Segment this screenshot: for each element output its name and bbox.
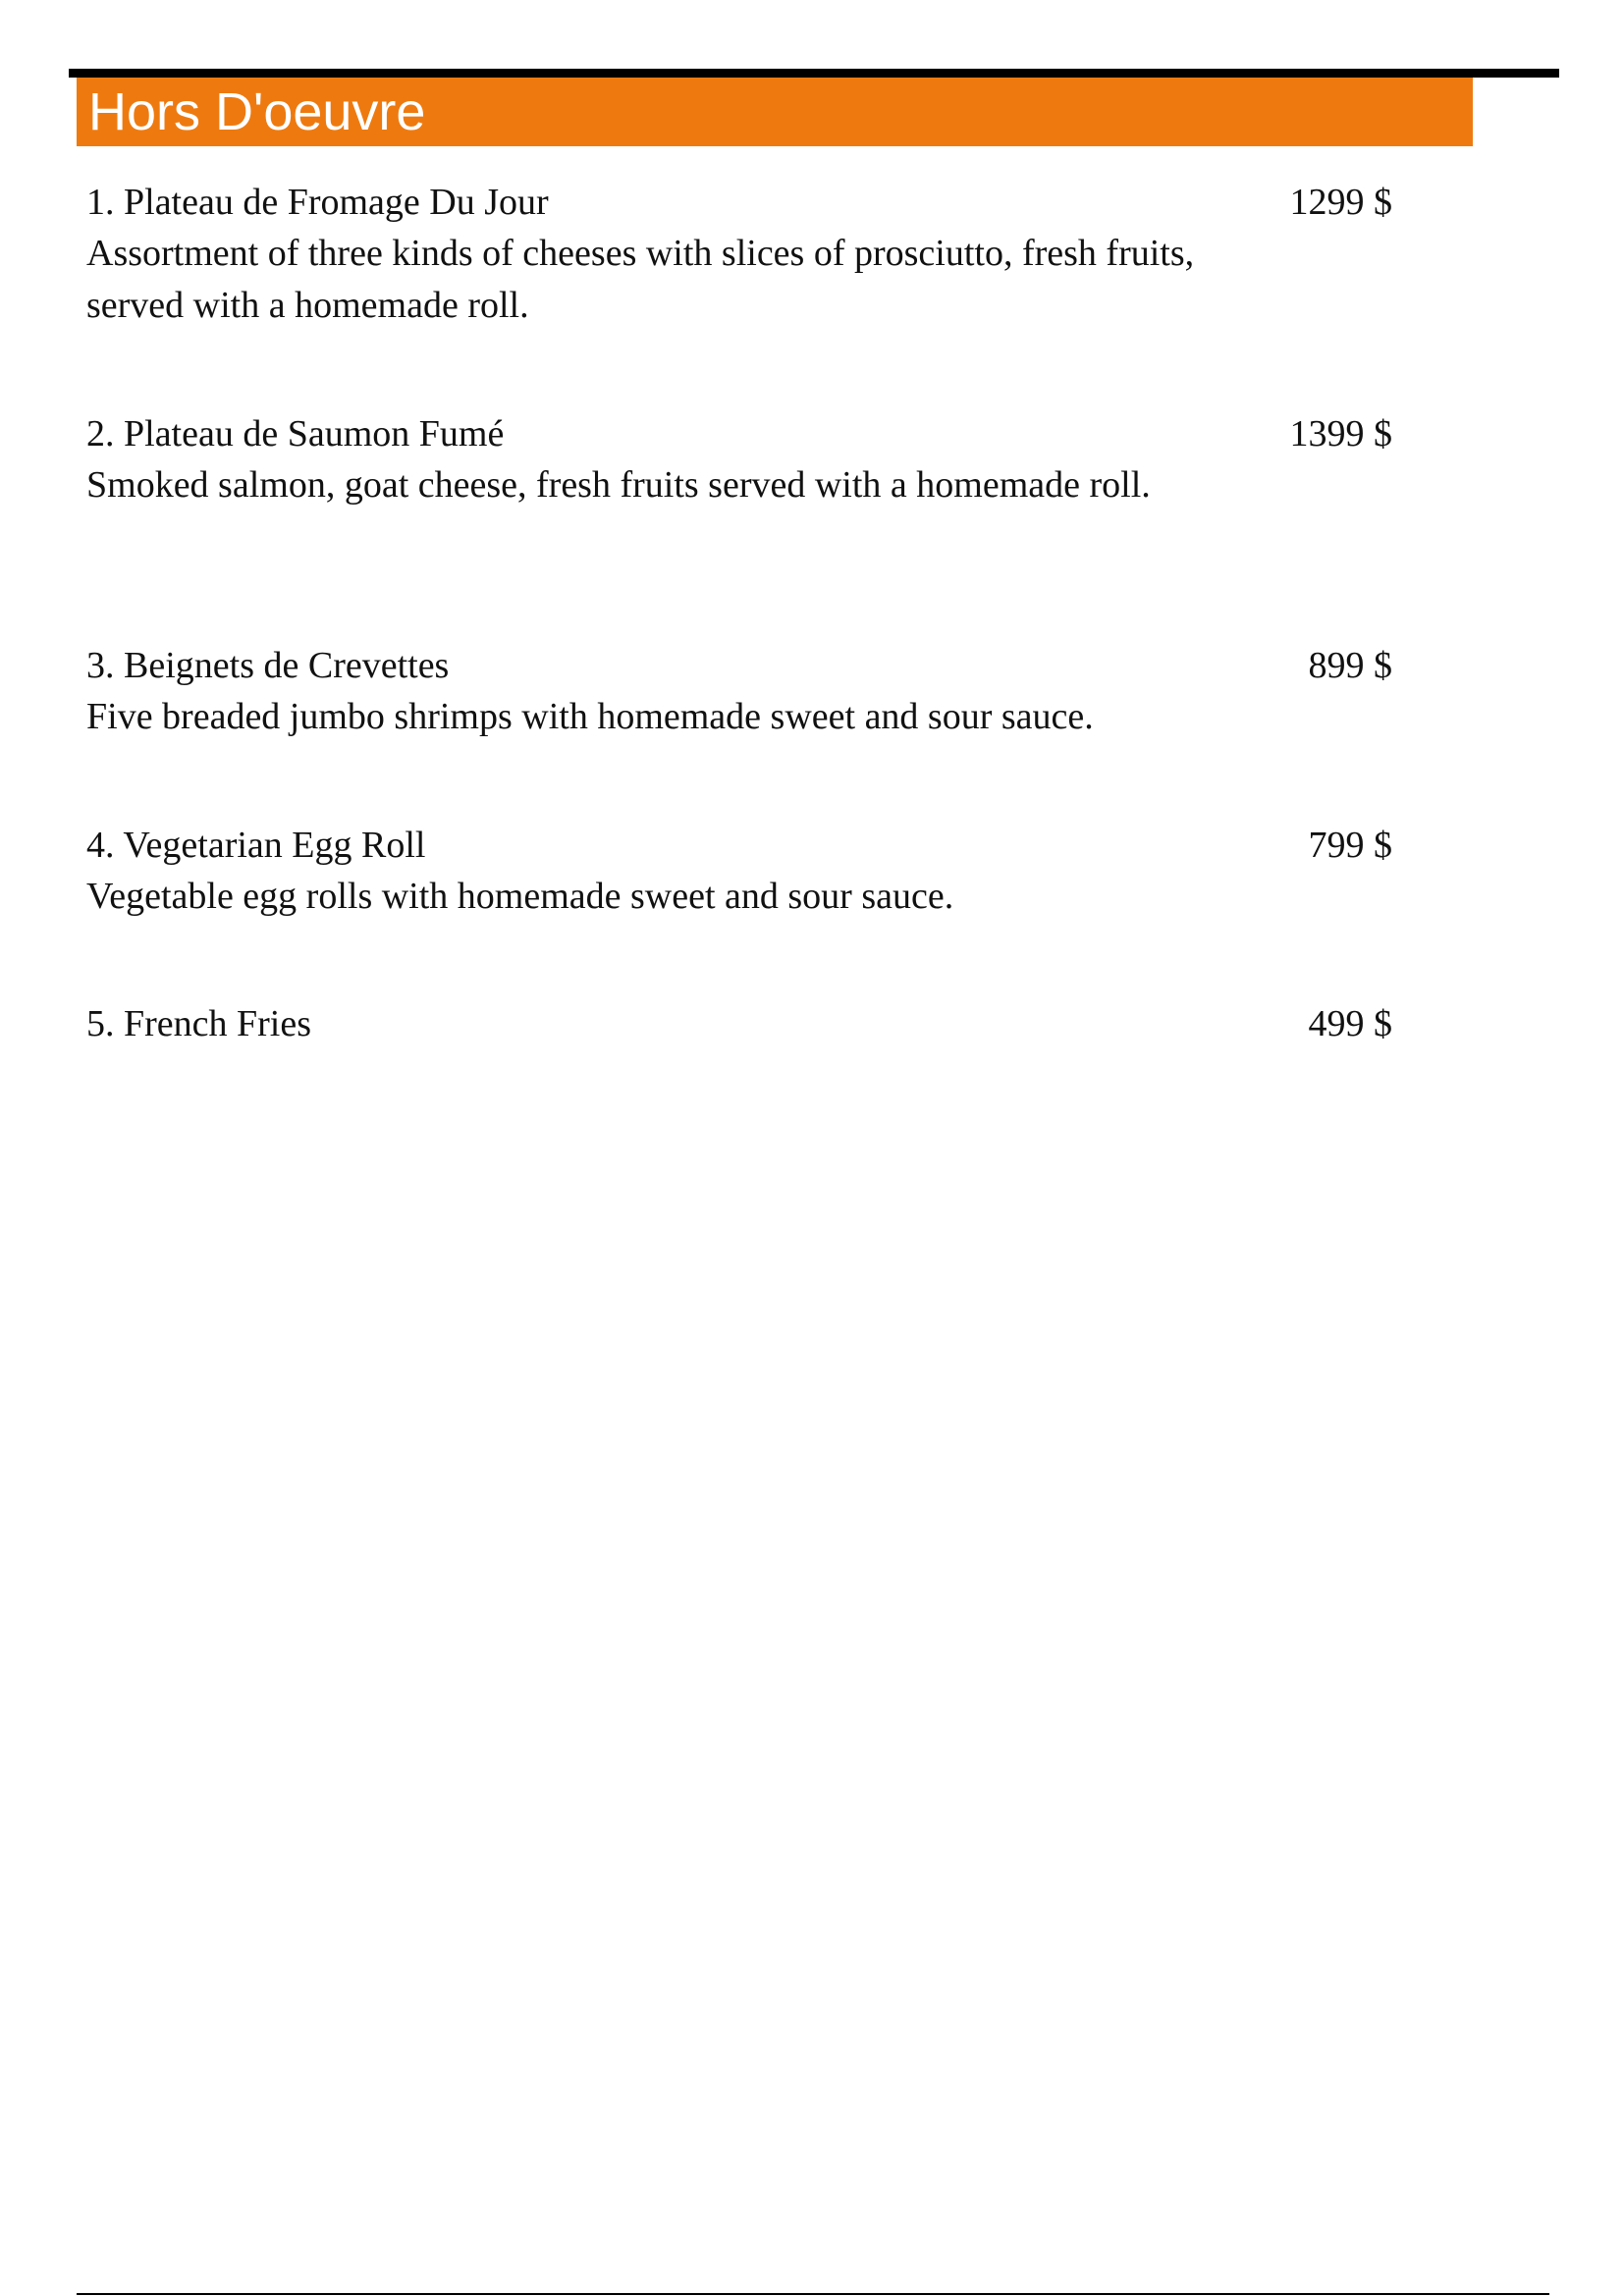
item-description: Smoked salmon, goat cheese, fresh fruits served with a homemade roll. bbox=[86, 464, 1151, 506]
item-name: 5. French Fries bbox=[86, 1003, 312, 1044]
item-name: 2. Plateau de Saumon Fumé bbox=[86, 413, 505, 454]
item-description: Five breaded jumbo shrimps with homemade sweet and sour sauce. bbox=[86, 696, 1094, 737]
top-rule bbox=[69, 69, 1559, 78]
item-description: Assortment of three kinds of cheeses with slices of prosciutto, fresh fruits, served with a homemade roll. bbox=[86, 233, 1195, 326]
item-name: 3. Beignets de Crevettes bbox=[86, 645, 450, 686]
item-name: 4. Vegetarian Egg Roll bbox=[86, 825, 426, 866]
section-header bbox=[77, 78, 1473, 146]
bottom-rule bbox=[77, 2293, 1549, 2295]
item-price: 1399 $ bbox=[1289, 413, 1392, 454]
item-price: 1299 $ bbox=[1289, 182, 1392, 223]
item-price: 799 $ bbox=[1308, 825, 1392, 866]
item-name: 1. Plateau de Fromage Du Jour bbox=[86, 182, 549, 223]
item-price: 899 $ bbox=[1308, 645, 1392, 686]
item-price: 499 $ bbox=[1308, 1003, 1392, 1044]
item-description: Vegetable egg rolls with homemade sweet and sour sauce. bbox=[86, 876, 954, 917]
section-title: Hors D'oeuvre bbox=[88, 82, 426, 141]
